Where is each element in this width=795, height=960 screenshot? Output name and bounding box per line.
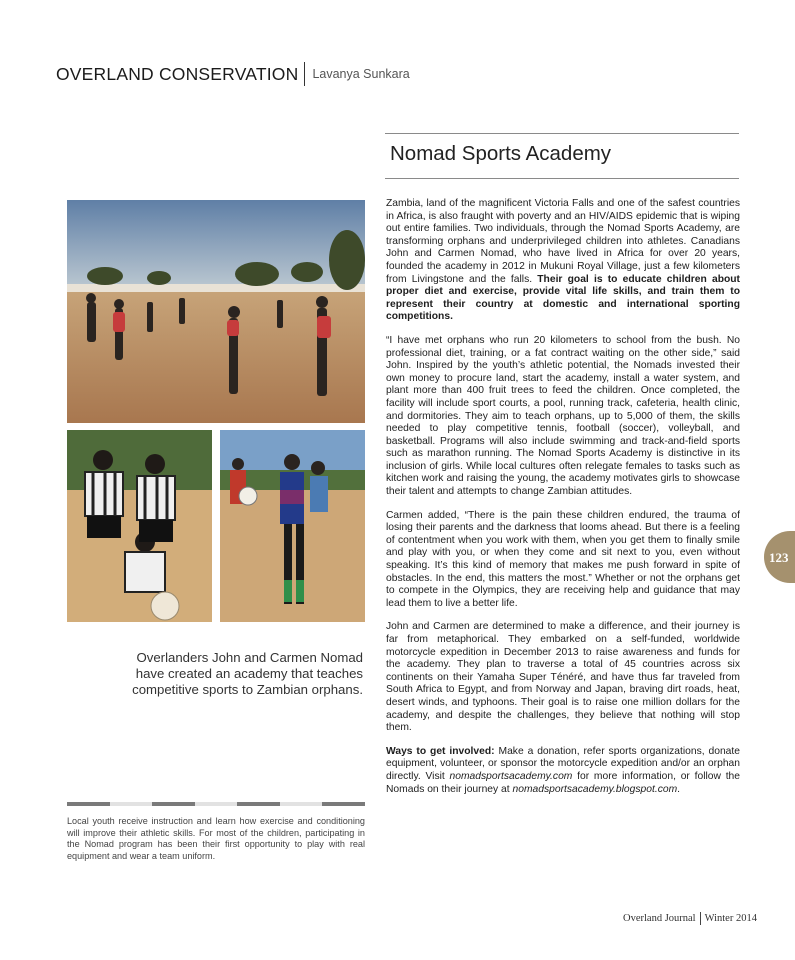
photo-caption: Local youth receive instruction and learn how exercise and conditioning will improve their athletic skills. For most of the children, participating in the Nomad program has been their first opportunity to play with real equipment and wear a team uniform. [67,816,365,861]
caption-divider [67,802,365,806]
involve-link-website[interactable]: nomadsportsacademy.com [449,770,573,782]
divider-segment [110,802,153,806]
divider-segment [322,802,365,806]
paragraph-3: Carmen added, “There is the pain these children endured, the trauma of losing their parents and the darkness that looms ahead. But there is a feeling of contentment when you work with them, when you get them to finally smile and play with you, or when they come and sit next to you, even without speaking. It’s this kind of memory that makes me push forward in spite of obstacles. In the end, this matters the most.” Whether or not the orphans get to compete in the Olympics, they are receiving help and guidance that may lead them to live a better life. [386,509,740,609]
publication-name: Overland Journal [623,913,696,924]
pull-quote: Overlanders John and Carmen Nomad have created an academy that teaches competitive sports to Zambian orphans. [132,650,363,698]
page-header [56,62,410,86]
photo-girls-team [67,430,212,622]
paragraph-1-text: Zambia, land of the magnificent Victoria Falls and one of the safest countries in Africa, is also fraught with poverty and an HIV/AIDS epidemic that is wiping out entire families. Two individuals, through the Nomad Sports Academy, are transforming orphans and underprivileged children into athletes. Canadians John and Carmen Nomad, who have lived in Africa for over 20 years, founded the academy in 2012 in Mukuni Royal Village, just a few kilometers from Livingstone and the falls. [386,198,740,285]
footer-divider [700,912,701,925]
page-footer [623,912,757,925]
paragraph-2: “I have met orphans who run 20 kilometers to school from the bush. No professional diet, training, or a fat contract waiting on the other side,” said John. Inspired by the youth’s athletic potential, the Nomads invested their own money to procure land, start the academy, install a water system, and plant more than 400 fruit trees to feed the children. Once completed, the facility will include sport courts, a pool, running track, cafeteria, health clinic, and dormitories. They aim to teach orphans, up to 5,000 of them, the skills needed to play competitive tennis, football (soccer), volleyball, and basketball. Programs will also include swimming and track-and-field sports such as marathon running. The Nomad Sports Academy is distinctive in its inclusion of girls. While local cultures often relegate females to tasks such as kitchen work and raising the young, the academy motivates girls to showcase their talent and attempts to change Zambian attitudes. [386,334,740,498]
title-rule-top [385,133,739,134]
page-number: 123 [769,550,789,565]
ways-to-get-involved [386,746,740,796]
issue-name: Winter 2014 [704,913,757,924]
involve-text-1: Make a donation, refer sports organizations, donate equipment, volunteer, or sponsor the motorcycle expedition and/or an orphan directly. Visit [386,745,740,782]
article-title: Nomad Sports Academy [390,142,612,165]
photo-kids-stretching [67,200,365,423]
article-body [386,198,740,807]
author-name: Lavanya Sunkara [312,67,410,81]
divider-segment [280,802,323,806]
section-title: OVERLAND CONSERVATION [56,63,299,84]
paragraph-1-bold: Their goal is to educate children about proper diet and exercise, provide vital life skills, and train them to represent their country at domestic and international sporting competitions. [386,273,740,323]
header-divider [304,62,305,86]
involve-link-blog[interactable]: nomadsportsacademy.blogspot.com [512,783,678,795]
involve-label: Ways to get involved: [386,745,495,757]
paragraph-1 [386,198,740,324]
divider-segment [195,802,238,806]
divider-segment [237,802,280,806]
involve-text-2: for more information, or follow the Nomads on their journey at [386,770,741,795]
divider-segment [152,802,195,806]
paragraph-4: John and Carmen are determined to make a difference, and their journey is far from metaphorical. They embarked on a self-funded, worldwide motorcycle expedition in December 2013 to raise awareness and funds for the academy. They plan to traverse a total of 45 countries across six continents on their Yamaha Super Ténéré, and have thus far traveled from South Africa to Egypt, and from Norway and Japan, braving dirt roads, heat, desert winds, and typhoons. Their goal is to raise one million dollars for the academy, and despite the challenges, they believe that nothing will stop them. [386,621,740,734]
involve-text-3: . [677,783,681,795]
title-rule-bottom [385,178,739,179]
photo-boy-ball [220,430,365,622]
divider-segment [67,802,110,806]
